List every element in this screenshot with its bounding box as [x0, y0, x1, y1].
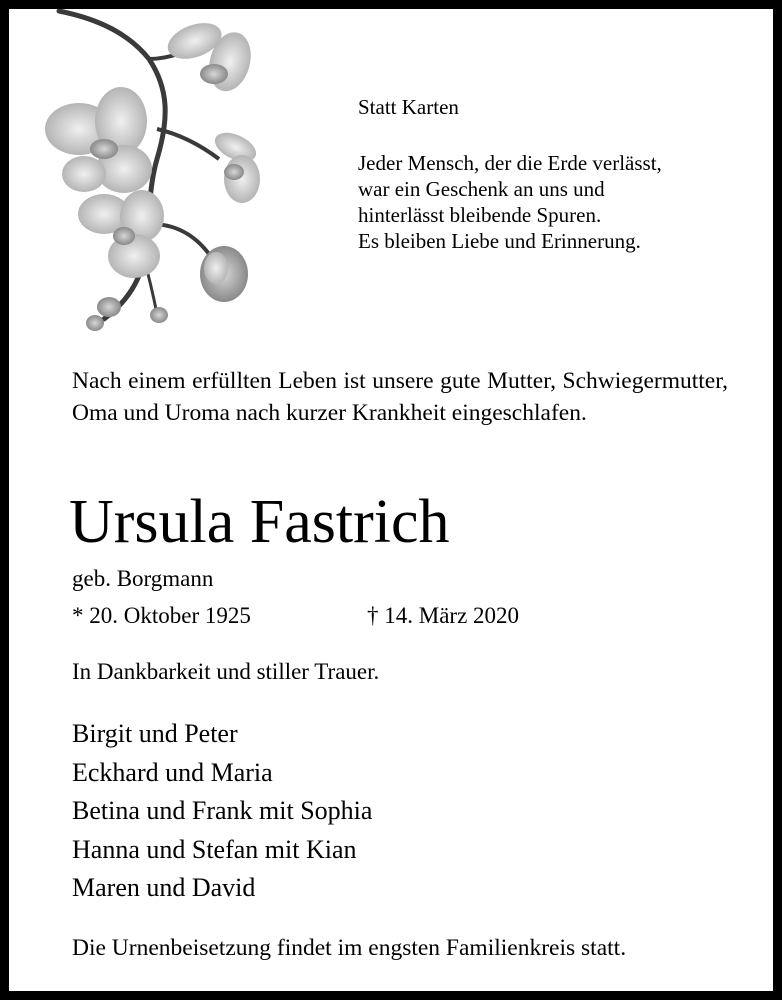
death-date: † 14. März 2020 [367, 603, 520, 628]
orchid-branch-icon [39, 9, 289, 339]
family-member: Maren und David [72, 873, 256, 902]
maiden-name: geb. Borgmann [72, 566, 214, 591]
family-member: Betina und Frank mit Sophia [72, 796, 373, 825]
verse-line: war ein Geschenk an uns und [358, 177, 605, 201]
burial-note: Die Urnenbeisetzung findet im engsten Familienkreis statt. [72, 935, 627, 961]
mourning-line: In Dankbarkeit und stiller Trauer. [72, 659, 380, 684]
family-list [72, 715, 372, 908]
statt-karten-heading: Statt Karten [358, 95, 459, 119]
birth-date: * 20. Oktober 1925 [72, 603, 251, 628]
verse-line: Es bleiben Liebe und Erinnerung. [358, 229, 641, 253]
family-member: Birgit und Peter [72, 719, 238, 748]
memorial-verse [358, 150, 662, 254]
intro-paragraph: Nach einem erfüllten Leben ist unsere gute Mutter, Schwiegermutter, Oma und Uroma nach kurzer Krankheit eingeschlafen. [72, 368, 728, 426]
family-member: Hanna und Stefan mit Kian [72, 834, 357, 864]
verse-line: Jeder Mensch, der die Erde verlässt, [358, 151, 662, 175]
family-member: Eckhard und Maria [72, 757, 273, 787]
deceased-name: Ursula Fastrich [69, 488, 450, 556]
verse-line: hinterlässt bleibende Spuren. [358, 203, 602, 227]
